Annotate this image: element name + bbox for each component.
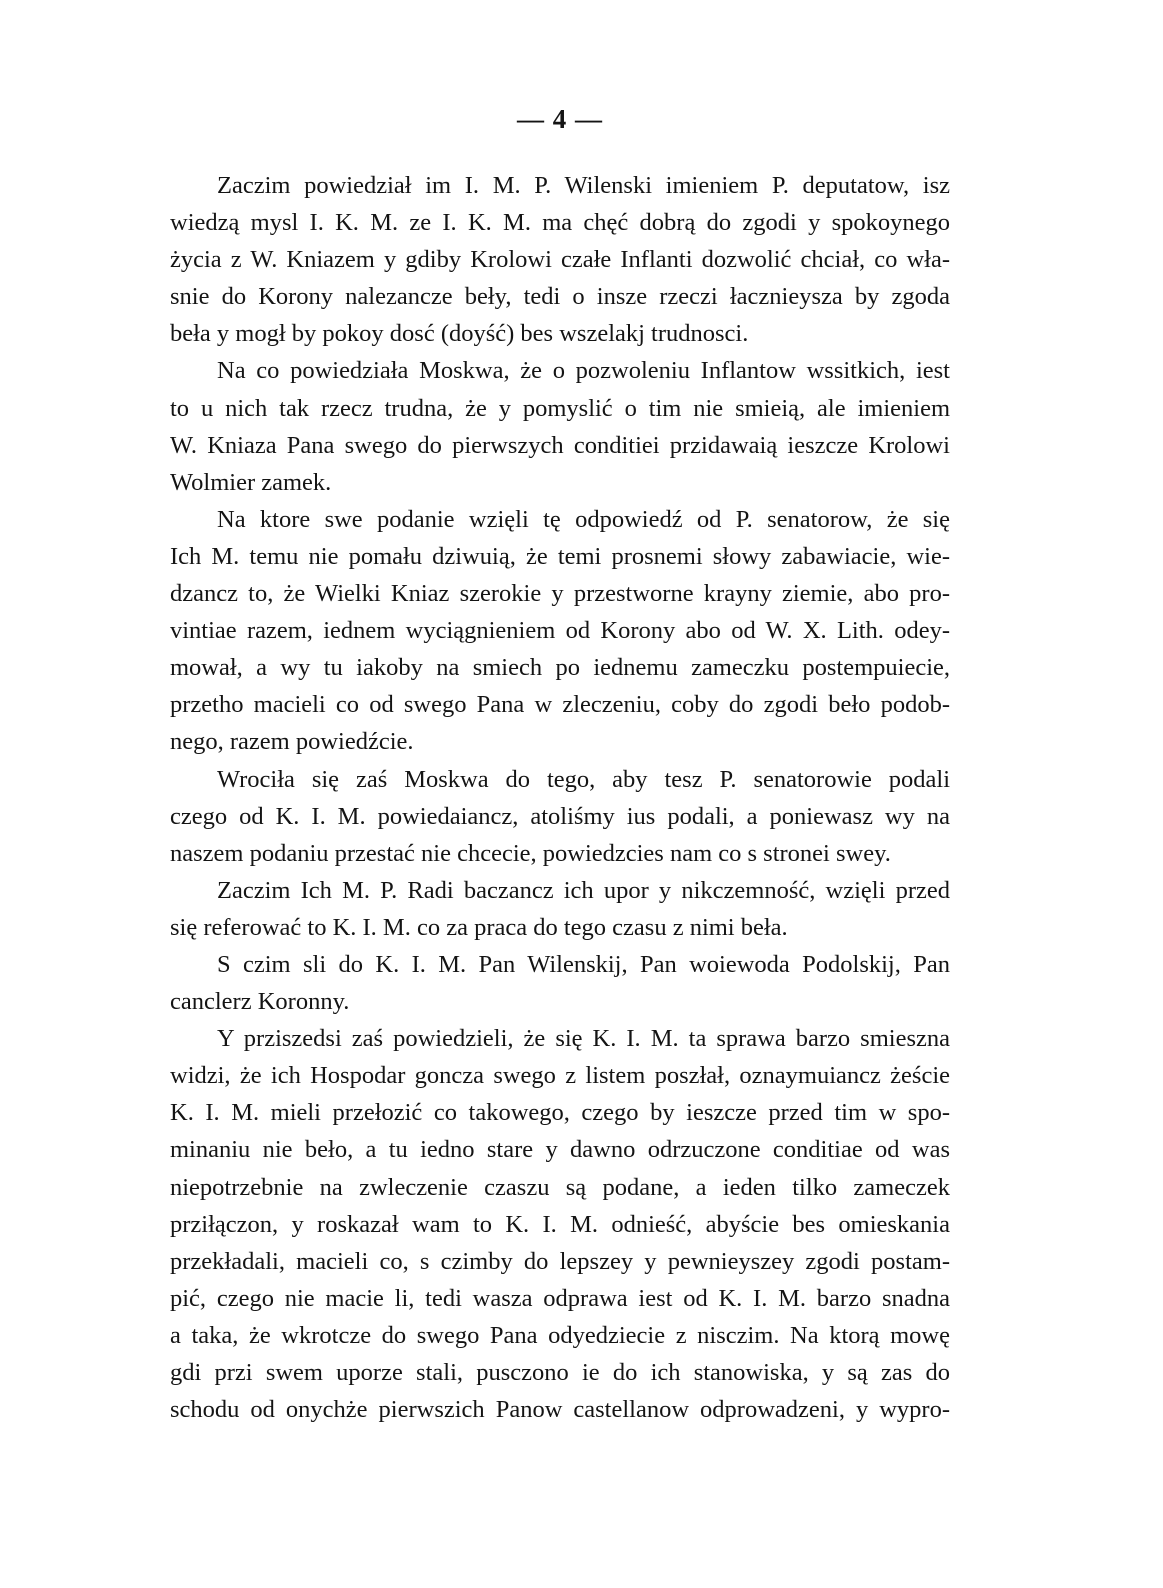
text-line: minaniu nie beło, a tu iedno stare y dawno odrzuczone conditiae od was [170,1136,950,1164]
text-line: a taka, że wkrotcze do swego Pana odyedziecie z nisczim. Na ktorą mowę [170,1321,950,1349]
text-line: widzi, że ich Hospodar goncza swego z listem poszłał, oznaymuiancz żeście [170,1062,950,1090]
page-number: — 4 — [517,104,603,134]
text-line: snie do Korony nalezancze beły, tedi o insze rzeczi łacznieysza by zgoda [170,283,950,311]
document-page [170,0,950,1588]
text-line: vintiae razem, iednem wyciągnieniem od Korony abo od W. X. Lith. odey- [170,617,950,645]
text-line: Zaczim powiedział im I. M. P. Wilenski imieniem P. deputatow, isz [217,172,950,199]
text-line: beła y mogł by pokoy dosć (doyść) bes wszelakj trudnosci. [170,320,749,348]
text-line: Na ktore swe podanie wzięli tę odpowiedź od P. senatorow, że się [217,505,950,533]
text-line: naszem podaniu przestać nie chcecie, powiedzcies nam co s stronei swey. [170,839,891,867]
text-line: mował, a wy tu iakoby na smiech po iednemu zameczku postempuiecie, [170,654,950,682]
text-line: S czim sli do K. I. M. Pan Wilenskij, Pan woiewoda Podolskij, Pan [217,950,950,978]
text-line: Wrociła się zaś Moskwa do tego, aby tesz P. senatorowie podali [217,765,950,793]
text-line: Y prziszedsi zaś powiedzieli, że się K. I. M. ta sprawa barzo smieszna [217,1025,950,1053]
text-line: canclerz Koronny. [170,988,350,1016]
text-line: Wolmier zamek. [170,468,332,496]
text-line: życia z W. Kniazem y gdiby Krolowi czałe Inflanti dozwolić chciał, co wła- [170,246,950,274]
text-line: to u nich tak rzecz trudna, że y pomyslić o tim nie smieią, ale imieniem [170,394,950,422]
text-line: dzancz to, że Wielki Kniaz szerokie y przestworne krayny ziemie, abo pro- [170,580,950,608]
text-line: gdi przi swem uporze stali, pusczono ie do ich stanowiska, y są zas do [170,1359,950,1386]
text-line: nego, razem powiedźcie. [170,728,414,756]
text-line: się referować to K. I. M. co za praca do tego czasu z nimi beła. [170,913,788,941]
text-line: Na co powiedziała Moskwa, że o pozwoleniu Inflantow wssitkich, iest [217,357,950,385]
text-line: schodu od onychże pierwszich Panow castellanow odprowadzeni, y wypro- [170,1396,950,1424]
text-line: niepotrzebnie na zwleczenie czaszu są podane, a ieden tilko zameczek [170,1173,950,1201]
text-line: W. Kniaza Pana swego do pierwszych conditiei przidawaią ieszcze Krolowi [170,431,950,459]
text-line: przetho macieli co od swego Pana w zleczeniu, coby do zgodi beło podob- [170,691,950,719]
body-text [170,167,950,1428]
text-line: pić, czego nie macie li, tedi wasza odprawa iest od K. I. M. barzo snadna [170,1284,950,1312]
text-line: czego od K. I. M. powiedaiancz, atoliśmy ius podali, a poniewasz wy na [170,802,950,830]
text-line: K. I. M. mieli przełozić co takowego, czego by ieszcze przed tim w spo- [170,1099,950,1127]
text-line: przekładali, macieli co, s czimby do lepszey y pewnieyszey zgodi postam- [170,1247,950,1275]
text-line: Zaczim Ich M. P. Radi baczancz ich upor y nikczemność, wzięli przed [217,876,950,904]
text-line: Ich M. temu nie pomału dziwuią, że temi prosnemi słowy zabawiacie, wie- [170,542,950,570]
text-line: prziłączon, y roskazał wam to K. I. M. odnieść, abyście bes omieskania [170,1210,950,1238]
text-line: wiedzą mysl I. K. M. ze I. K. M. ma chęć dobrą do zgodi y spokoynego [170,209,950,237]
